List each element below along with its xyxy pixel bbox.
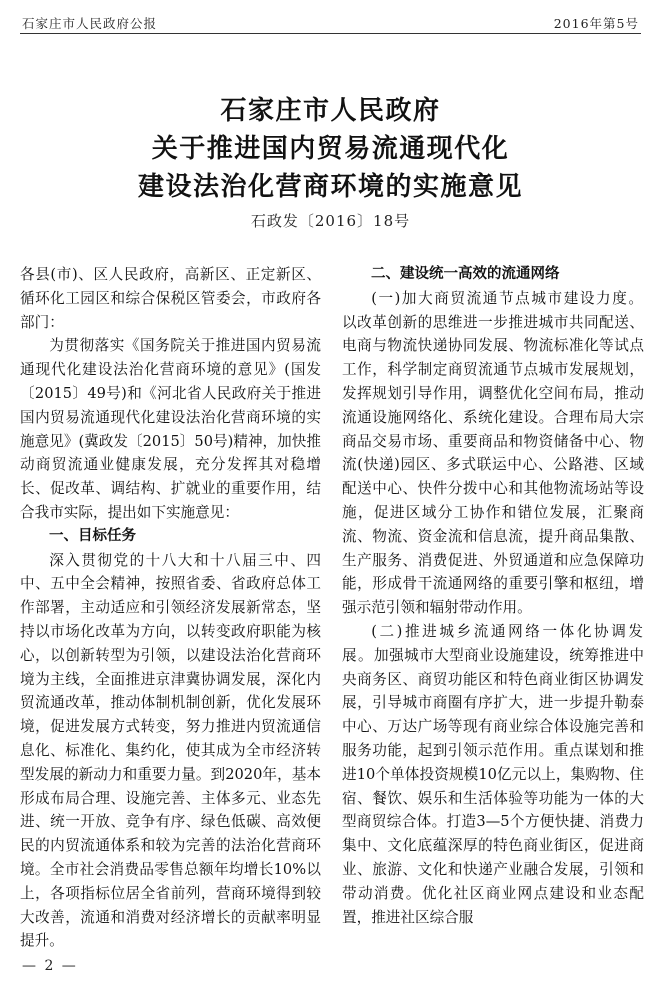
subsection-1 — [342, 287, 644, 620]
section-2-heading: 二、建设统一高效的流通网络 — [371, 266, 560, 282]
page-number: — 2 — — [22, 958, 78, 974]
subsection-2-heading: (二)推进城乡流通网络一体化协调发展。 — [342, 622, 644, 664]
salutation: 各县(市)、区人民政府，高新区、正定新区、循环化工园区和综合保税区管委会，市政府各部门： — [20, 266, 321, 331]
document-number: 石政发〔2016〕18号 — [250, 212, 411, 230]
subsection-1-body: 以改革创新的思维进一步推进城市共同配送、电商与物流快递协同发展、物流标准化等试点工作，科学制定商贸流通节点城市发展规划，发挥规划引导作用，调整优化空间布局，推动流通设施网络化、系统化建设。合理布局大宗商品交易市场、重要商品和物资储备中心、物流(快递)园区、多式联运中心、公路港、区域配送中心、快件分拨中心和其他物流场站等设施，促进区域分工协作和错位发展，汇聚商流、物流、资金流和信息流，提升商品集散、生产服务、消费促进、外贸通道和应急保障功能，形成骨干流通网络的重要引擎和枢纽，增强示范引领和辐射带动作用。 — [342, 313, 644, 617]
subsection-1-heading: (一)加大商贸流通节点城市建设力度。 — [371, 289, 644, 307]
left-column — [20, 263, 321, 953]
title-line-2: 关于推进国内贸易流通现代化 — [151, 134, 510, 164]
subsection-2-body: 加强城市大型商业设施建设，统筹推进中央商务区、商贸功能区和特色商业街区协调发展，引导城市商圈有序扩大，进一步提升勒泰中心、万达广场等现有商业综合体设施完善和服务功能，起到引领示范作用。重点谋划和推进10个单体投资规模10亿元以上，集购物、住宿、餐饮、娱乐和生活体验等功能为一体的大型商贸综合体。打造3—5个方便快捷、消费力集中、文化底蕴深厚的特色商业街区，促进商业、旅游、文化和快递产业融合发展，引领和带动消费。优化社区商业网点建设和业态配置，推进社区综合服 — [342, 646, 644, 926]
intro-paragraph: 为贯彻落实《国务院关于推进国内贸易流通现代化建设法治化营商环境的意见》(国发〔2015〕49号)和《河北省人民政府关于推进国内贸易流通现代化建设法治化营商环境的实施意见》(冀政发〔2015〕50号)精神，加快推动商贸流通业健康发展，充分发挥其对稳增长、促改革、调结构、扩就业的重要作用，结合我市实际，提出如下实施意见： — [20, 337, 321, 521]
issue-number: 2016年第5号 — [553, 16, 639, 31]
right-column — [342, 263, 644, 929]
running-header — [22, 12, 639, 32]
section-1-heading: 一、目标任务 — [49, 527, 136, 544]
header-rule — [20, 33, 641, 34]
document-title-block — [0, 92, 661, 231]
section-1-body: 深入贯彻党的十八大和十八届三中、四中、五中全会精神，按照省委、省政府总体工作部署，主动适应和引领经济发展新常态，坚持以市场化改革为方向，以转变政府职能为核心，以创新转型为引领，以建设法治化营商环境为主线，全面推进京津冀协调发展，深化内贸流通改革，推动体制机制创新，优化发展环境，促进发展方式转变，努力推进内贸流通信息化、标准化、集约化，使其成为全市经济转型发展的新动力和重要力量。到2020年，基本形成布局合理、设施完善、主体多元、业态先进、统一开放、竞争有序、绿色低碳、高效便民的内贸流通体系和较为完善的法治化营商环境。全市社会消费品零售总额年均增长10%以上，各项指标位居全省前列，营商环境得到较大改善，流通和消费对经济增长的贡献率明显提升。 — [20, 551, 321, 950]
title-line-1: 石家庄市人民政府 — [220, 96, 441, 126]
title-line-3: 建设法治化营商环境的实施意见 — [137, 172, 523, 202]
publication-name: 石家庄市人民政府公报 — [22, 16, 158, 31]
subsection-2 — [342, 620, 644, 929]
